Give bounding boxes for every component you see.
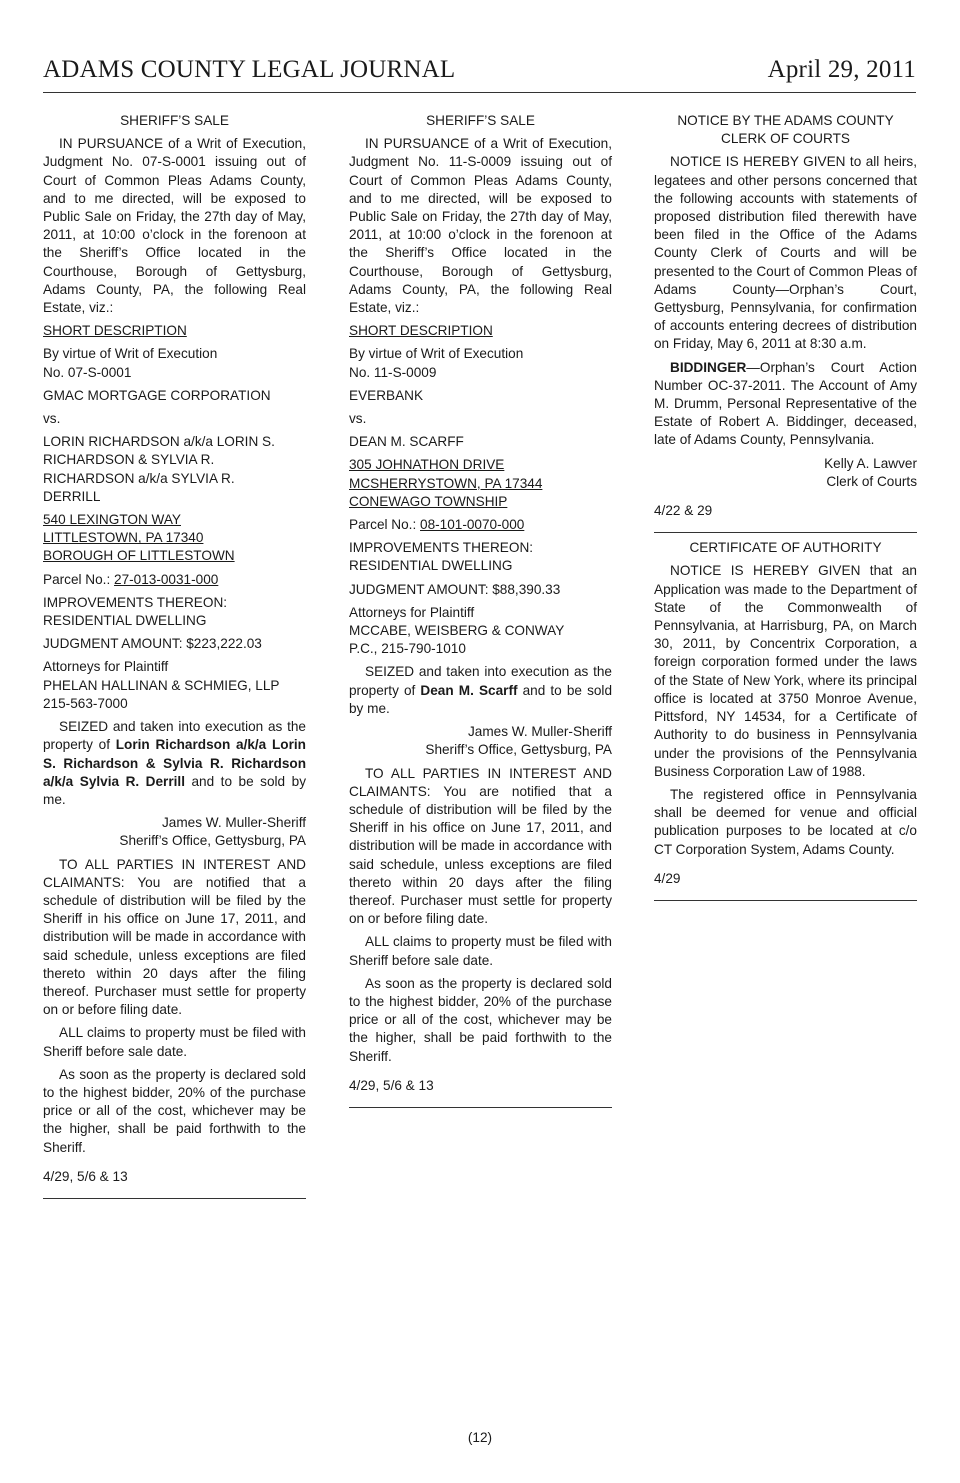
attorneys-line: MCCABE, WEISBERG & CONWAY — [349, 623, 565, 639]
signature-line: James W. Muller-Sheriff — [467, 724, 612, 740]
notice-intro: IN PURSUANCE of a Writ of Execution, Judgment No. 07-S-0001 issuing out of Court of Common Pleas Adams County, and to me directed, will be exposed to Public Sale on Friday, the 27th day of May, 2011, at 10:00 o’clock in the forenoon at the Sheriff’s Office located in the Courthouse, Borough of Gettysburg, Adams County, PA, the following Real Estate, viz.: — [43, 136, 306, 316]
claims-paragraph: ALL claims to property must be filed with Sheriff before sale date. — [43, 1025, 306, 1059]
parcel-number: 27-013-0031-000 — [114, 571, 219, 587]
address-line: 305 JOHNATHON DRIVE — [349, 457, 505, 473]
sheriff-signature — [349, 723, 612, 759]
heading-line: NOTICE BY THE ADAMS COUNTY — [677, 113, 894, 128]
writ-block — [349, 345, 612, 381]
certificate-heading: CERTIFICATE OF AUTHORITY — [689, 540, 882, 556]
journal-title: ADAMS COUNTY LEGAL JOURNAL — [43, 56, 456, 83]
seized-owner-name: Dean M. Scarff — [420, 682, 518, 698]
improvements-line: RESIDENTIAL DWELLING — [43, 613, 207, 629]
heading-line: CLERK OF COURTS — [721, 131, 850, 147]
property-address — [349, 456, 612, 511]
attorneys-block — [349, 604, 612, 659]
sheriff-signature — [43, 814, 306, 850]
page-number: (12) — [467, 1430, 493, 1445]
notice-intro: IN PURSUANCE of a Writ of Execution, Judgment No. 11-S-0009 issuing out of Court of Common Pleas Adams County, and to me directed, will be exposed to Public Sale on Friday, the 27th day of May, 2011, at 10:00 o’clock in the forenoon at the Sheriff’s Office located in the Courthouse, Borough of Gettysburg, Adams County, PA, the following Real Estate, viz.: — [349, 136, 612, 316]
signature-line: James W. Muller-Sheriff — [161, 815, 306, 831]
address-line: BOROUGH OF LITTLESTOWN — [43, 548, 235, 564]
clerk-title: Clerk of Courts — [826, 473, 917, 489]
defendant-line: LORIN RICHARDSON a/k/a LORIN S. — [43, 434, 275, 450]
defendant-line: RICHARDSON & SYLVIA R. — [43, 452, 215, 468]
improvements-block — [43, 594, 306, 630]
attorneys-line: 215-563-7000 — [43, 695, 128, 711]
attorneys-line: Attorneys for Plaintiff — [43, 659, 169, 675]
versus: vs. — [43, 411, 61, 427]
clerk-notice-heading — [654, 112, 917, 148]
address-line: CONEWAGO TOWNSHIP — [349, 493, 508, 509]
clerk-notice-body: NOTICE IS HEREBY GIVEN to all heirs, legatees and other persons concerned that the following accounts with statements of proposed distribution filed therewith have been filed in the Office of the Adams County Clerk of Courts and will be presented to the Court of Common Pleas of Adams County—Orphan’s Court, Gettysburg, Pennsylvania, for confirmation of accounts entering decrees of distribution on Friday, May 6, 2011 at 8:30 a.m. — [654, 154, 917, 352]
estate-entry — [654, 359, 917, 450]
plaintiff-name: EVERBANK — [349, 387, 424, 403]
issue-date: April 29, 2011 — [767, 56, 916, 83]
attorneys-line: PHELAN HALLINAN & SCHMIEG, LLP — [43, 677, 280, 693]
publication-dates: 4/29, 5/6 & 13 — [349, 1077, 434, 1093]
address-line: 540 LEXINGTON WAY — [43, 512, 181, 528]
section-divider — [43, 1198, 306, 1199]
clerk-name: Kelly A. Lawver — [824, 455, 917, 471]
notice-heading: SHERIFF’S SALE — [426, 113, 535, 128]
writ-line: By virtue of Writ of Execution — [349, 346, 524, 362]
parcel-label: Parcel No.: — [349, 517, 421, 533]
publication-dates: 4/29, 5/6 & 13 — [43, 1168, 128, 1184]
attorneys-line: Attorneys for Plaintiff — [349, 604, 475, 620]
seized-paragraph — [43, 718, 306, 809]
seized-paragraph — [349, 663, 612, 718]
certificate-body: NOTICE IS HEREBY GIVEN that an Application was made to the Department of State of the Commonwealth of Pennsylvania, at Harrisburg, PA, on March 30, 2011, by Concentrix Corporation, a foreign corporation formed under the laws of the State of New York, where its principal office is located at 3750 Monroe Avenue, Pittsford, NY 14534, for a Certificate of Authority to do business in Pennsylvania under the provisions of the Pennsylvania Business Corporation Law of 1988. — [654, 563, 917, 779]
publication-dates: 4/29 — [654, 870, 681, 886]
notice-heading: SHERIFF’S SALE — [120, 113, 229, 128]
parties-paragraph: TO ALL PARTIES IN INTEREST AND CLAIMANTS: You are notified that a schedule of distribution will be filed by the Sheriff in his office on June 17, 2011, and distribution will be made in accordance with said schedule, unless exceptions are filed thereto within 20 days after the filing thereof. Purchaser must settle for property on or before filing date. — [349, 765, 612, 927]
estate-name: BIDDINGER — [670, 359, 747, 375]
bidder-paragraph: As soon as the property is declared sold to the highest bidder, 20% of the purchase price or all of the cost, whichever may be the higher, shall be paid forthwith to the Sheriff. — [349, 975, 612, 1064]
seized-owner-name: Lorin Richardson a/k/a Lorin S. Richardson & Sylvia R. Richardson a/k/a Sylvia R. Derrill — [43, 737, 306, 789]
improvements-line: IMPROVEMENTS THEREON: — [349, 540, 534, 556]
attorneys-line: P.C., 215-790-1010 — [349, 641, 466, 657]
writ-number: No. 11-S-0009 — [349, 364, 437, 380]
parcel-line — [349, 516, 612, 534]
claims-paragraph: ALL claims to property must be filed with Sheriff before sale date. — [349, 934, 612, 968]
seized-text: SEIZED and taken into execution as the property of — [349, 664, 612, 698]
sheriff-sale-notice-2 — [349, 112, 612, 1108]
writ-line: By virtue of Writ of Execution — [43, 346, 218, 362]
section-divider — [654, 900, 917, 901]
publication-dates: 4/22 & 29 — [654, 503, 713, 519]
improvements-block — [349, 539, 612, 575]
signature-line: Sheriff’s Office, Gettysburg, PA — [119, 833, 306, 849]
judgment-amount: JUDGMENT AMOUNT: $88,390.33 — [349, 581, 561, 597]
writ-block — [43, 345, 306, 381]
parcel-line — [43, 571, 306, 589]
defendant-block — [43, 433, 306, 506]
judgment-amount: JUDGMENT AMOUNT: $223,222.03 — [43, 636, 262, 652]
improvements-line: IMPROVEMENTS THEREON: — [43, 594, 228, 610]
journal-header — [43, 52, 916, 93]
parcel-number: 08-101-0070-000 — [420, 517, 525, 533]
bidder-paragraph: As soon as the property is declared sold to the highest bidder, 20% of the purchase price or all of the cost, whichever may be the higher, shall be paid forthwith to the Sheriff. — [43, 1066, 306, 1155]
notices-column — [654, 112, 917, 901]
signature-line: Sheriff’s Office, Gettysburg, PA — [425, 742, 612, 758]
certificate-office: The registered office in Pennsylvania shall be deemed for venue and official publication purposes to be located at c/o CT Corporation System, Adams County. — [654, 786, 917, 857]
clerk-signature — [654, 455, 917, 491]
estate-text: —Orphan’s Court Action Number OC-37-2011. The Account of Amy M. Drumm, Personal Representative of the Estate of Robert A. Biddinger, deceased, late of Adams County, Pennsylvania. — [654, 359, 917, 448]
attorneys-block — [43, 658, 306, 713]
seized-text: and to be sold by me. — [349, 682, 613, 716]
seized-text: and to be sold by me. — [43, 773, 306, 807]
writ-number: No. 07-S-0001 — [43, 364, 132, 380]
property-address — [43, 511, 306, 566]
defendant-line: RICHARDSON a/k/a SYLVIA R. — [43, 470, 235, 486]
sheriff-sale-notice-1 — [43, 112, 306, 1199]
versus: vs. — [349, 411, 367, 427]
defendant-name: DEAN M. SCARFF — [349, 434, 464, 450]
parcel-label: Parcel No.: — [43, 571, 115, 587]
address-line: MCSHERRYSTOWN, PA 17344 — [349, 475, 543, 491]
address-line: LITTLESTOWN, PA 17340 — [43, 530, 204, 546]
seized-text: SEIZED and taken into execution as the property of — [43, 719, 306, 753]
parties-paragraph: TO ALL PARTIES IN INTEREST AND CLAIMANTS: You are notified that a schedule of distribution will be filed by the Sheriff in his office on June 17, 2011, and distribution will be made in accordance with said schedule, unless exceptions are filed thereto within 20 days after the filing thereof. Purchaser must settle for property on or before filing date. — [43, 856, 306, 1018]
short-description-heading: SHORT DESCRIPTION — [349, 323, 493, 339]
section-divider — [349, 1107, 612, 1108]
short-description-heading: SHORT DESCRIPTION — [43, 323, 187, 339]
plaintiff-name: GMAC MORTGAGE CORPORATION — [43, 387, 271, 403]
improvements-line: RESIDENTIAL DWELLING — [349, 558, 513, 574]
defendant-line: DERRILL — [43, 488, 101, 504]
